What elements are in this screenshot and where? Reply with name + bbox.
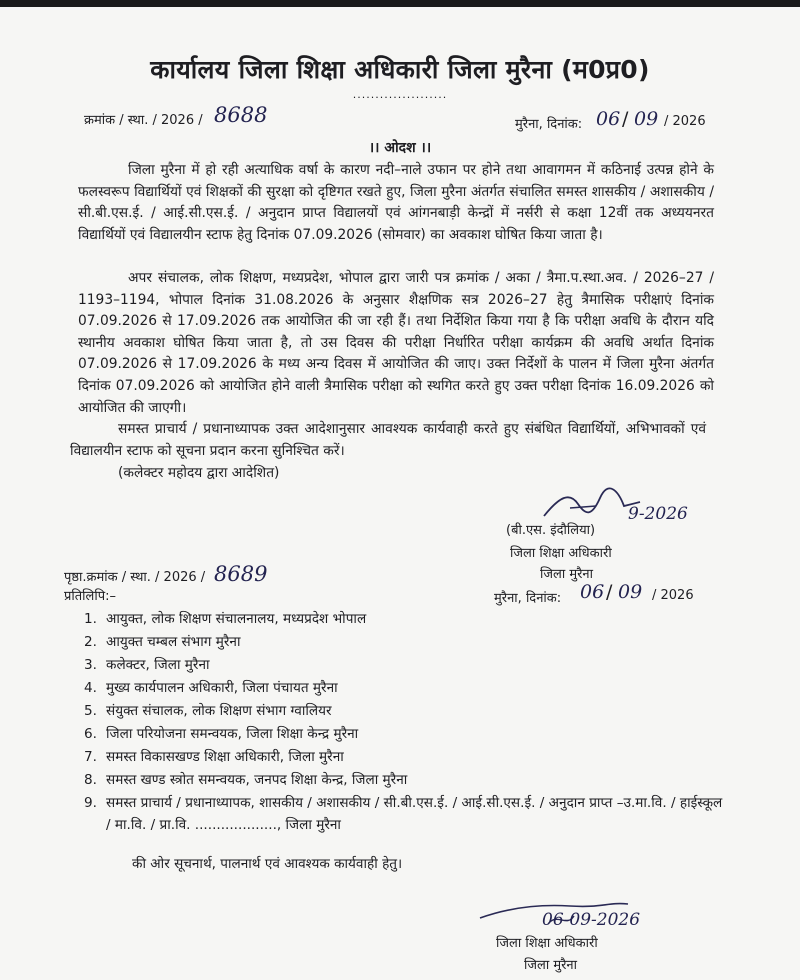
date-day-handwritten: 06: [596, 108, 621, 130]
order-paragraph-2: अपर संचालक, लोक शिक्षण, मध्यप्रदेश, भोपाल द्वारा जारी पत्र क्रमांक / अका / त्रैमा.प.स्था.अव. / 2026–27 / 1193–1194, भोपाल दिनांक 31.08.2026 के अनुसार शैक्षणिक सत्र 2026–27 हेतु त्रैमासिक परीक्षाएं दिनांक 07.09.2026 से 17.09.2026 तक आयोजित की जा रही हैं। तथा निर्देशित किया गया है कि परीक्षा अवधि के दौरान यदि स्थानीय अवकाश घोषित किया जाता है, तो उस दिवस की परीक्षा निर्धारित परीक्षा कार्यक्रम की अवधि अर्थात दिनांक 07.09.2026 से 17.09.2026 के मध्य अन्य दिवस में आयोजित की जाए। उक्त निर्देशों के पालन में जिला मुरैना अंतर्गत दिनांक 07.09.2026 को आयोजित होने वाली त्रैमासिक परीक्षा को स्थगित करते हुए उक्त परीक्षा दिनांक 16.09.2026 को आयोजित की जाएगी।: [78, 270, 714, 416]
date-month-handwritten: 09: [634, 108, 659, 130]
date-year: / 2026: [664, 114, 706, 129]
list-item: 3. कलेक्टर, जिला मुरैना: [84, 657, 210, 673]
list-item: 1. आयुक्त, लोक शिक्षण संचालनालय, मध्यप्रदेश भोपाल: [84, 611, 367, 627]
signature-date-handwritten-1: 9-2026: [628, 504, 688, 524]
copy-ref-number-handwritten: 8689: [214, 562, 268, 586]
signature-date-day: 06: [580, 581, 605, 603]
collector-order-note: (कलेक्टर महोदय द्वारा आदेशित): [118, 465, 280, 481]
list-item: 2. आयुक्त चम्बल संभाग मुरैना: [84, 634, 241, 650]
office-title: कार्यालय जिला शिक्षा अधिकारी जिला मुरैना (म0प्र0): [150, 55, 650, 84]
top-border: [0, 0, 800, 7]
ref-number-label: क्रमांक / स्था. / 2026 /: [84, 113, 203, 128]
title-underline-dots: .....................: [352, 88, 448, 101]
officer-designation-2: जिला शिक्षा अधिकारी: [496, 936, 598, 951]
copy-to-label: प्रतिलिपि:–: [64, 589, 116, 604]
signature-date-handwritten-2: 06-09-2026: [542, 910, 641, 930]
order-heading: ।। ओदश ।।: [368, 140, 432, 156]
place-date-label: मुरैना, दिनांक:: [515, 117, 583, 132]
copy-ref-label: पृष्ठा.क्रमांक / स्था. / 2026 /: [64, 570, 206, 585]
date-slash: /: [622, 108, 629, 130]
officer-district: जिला मुरैना: [540, 567, 593, 582]
officer-district-2: जिला मुरैना: [524, 958, 577, 973]
officer-name: (बी.एस. इंदौलिया): [506, 523, 596, 538]
list-item: 7. समस्त विकासखण्ड शिक्षा अधिकारी, जिला मुरैना: [84, 749, 344, 765]
order-paragraph-3: समस्त प्राचार्य / प्रधानाध्यापक उक्त आदेशानुसार आवश्यक कार्यवाही करते हुए संबंधित विद्यार्थियों, अभिभावकों एवं विद्यालयीन स्टाफ को सूचना प्रदान करना सुनिश्चित करें।: [70, 421, 706, 459]
signature-date-year: / 2026: [652, 588, 694, 603]
list-item: 9. समस्त प्राचार्य / प्रधानाध्यापक, शासकीय / अशासकीय / सी.बी.एस.ई. / आई.सी.एस.ई. / अनुदान प्राप्त –उ.मा.वि. / हाईस्कूल / मा.वि. / प्रा.वि. ..................., जिला मुरैना: [84, 795, 723, 833]
list-item: 5. संयुक्त संचालक, लोक शिक्षण संभाग ग्वालियर: [84, 703, 332, 719]
copy-purpose-line: की ओर सूचनार्थ, पालनार्थ एवं आवश्यक कार्यवाही हेतु।: [132, 856, 403, 872]
signature-place-date-label: मुरैना, दिनांक:: [494, 591, 562, 606]
copy-recipient-list: [84, 608, 724, 836]
list-item: 4. मुख्य कार्यपालन अधिकारी, जिला पंचायत मुरैना: [84, 680, 338, 696]
list-item: 8. समस्त खण्ड स्त्रोत समन्वयक, जनपद शिक्षा केन्द्र, जिला मुरैना: [84, 772, 408, 788]
officer-designation: जिला शिक्षा अधिकारी: [510, 546, 612, 561]
signature-date-month: 09: [618, 581, 643, 603]
list-item: 6. जिला परियोजना समन्वयक, जिला शिक्षा केन्द्र मुरैना: [84, 726, 359, 742]
signature-date-slash: /: [606, 581, 613, 603]
order-paragraph-1: जिला मुरैना में हो रही अत्याधिक वर्षा के कारण नदी–नाले उफान पर होने तथा आवागमन में कठिनाई उत्पन्न होने के फलस्वरूप विद्यार्थियों एवं शिक्षकों की सुरक्षा को दृष्टिगत रखते हुए, जिला मुरैना अंतर्गत संचालित समस्त शासकीय / अशासकीय / सी.बी.एस.ई. / आई.सी.एस.ई. / अनुदान प्राप्त विद्यालयों एवं आंगनबाड़ी केन्द्रों में नर्सरी से कक्षा 12वीं तक अध्ययनरत विद्यार्थियों एवं विद्यालयीन स्टाफ हेतु दिनांक 07.09.2026 (सोमवार) का अवकाश घोषित किया जाता है।: [78, 162, 714, 243]
ref-number-handwritten: 8688: [214, 103, 268, 127]
